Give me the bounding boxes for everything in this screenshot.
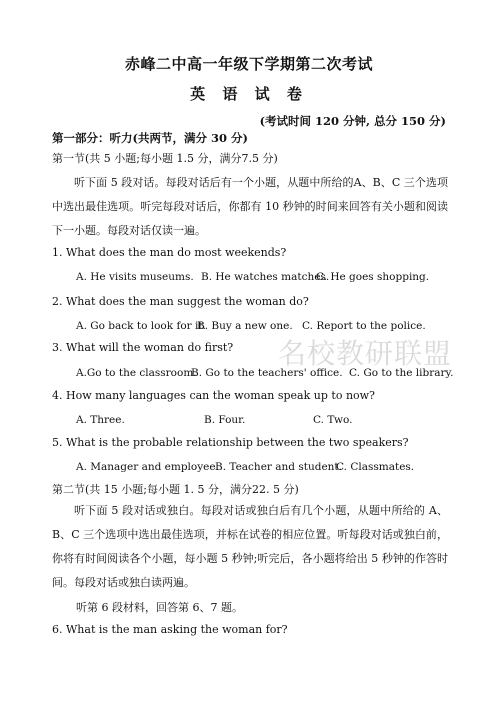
question-1-stem: 1. What does the man do most weekends? — [52, 246, 287, 259]
question-2-option-c: C. Report to the police. — [302, 320, 426, 332]
question-4-option-c: C. Two. — [313, 414, 353, 426]
section2-heading: 第二节(共 15 小题;每小题 1. 5 分，满分22. 5 分) — [52, 483, 299, 496]
question-5-option-b: B. Teacher and student. — [215, 461, 342, 473]
question-3-option-b: B. Go to the teachers' office. — [191, 367, 343, 379]
exam-subtitle: 英 语 试 卷 — [190, 85, 308, 103]
question-1-option-c: C. He goes shopping. — [316, 271, 430, 283]
question-5-stem: 5. What is the probable relationship between the two speakers? — [52, 436, 409, 449]
question-1-option-b: B. He watches matches. — [201, 271, 330, 283]
question-6-stem: 6. What is the man asking the woman for? — [52, 623, 288, 636]
question-3-stem: 3. What will the woman do first? — [52, 341, 234, 354]
question-4-option-a: A. Three. — [76, 414, 125, 426]
question-2-stem: 2. What does the man suggest the woman do? — [52, 295, 309, 308]
question-2-option-b: B. Buy a new one. — [197, 320, 293, 332]
exam-title: 赤峰二中高一年级下学期第二次考试 — [124, 55, 373, 73]
section1-heading: 第一节(共 5 小题;每小题 1.5 分，满分7.5 分) — [52, 152, 278, 165]
question-4-option-b: B. Four. — [204, 414, 246, 426]
section2-instructions: 听下面 5 段对话或独白。每段对话或独白后有几个小题，从题中所给的 A、B、C 三个选项中选出最佳选项，并标在试卷的相应位置。听每段对话或独白前，你将有时间阅读各个小题，每小题 5 秒钟;听完后，各小题将给出 5 秒钟的作答时间。每段对话或独白读两遍。 — [52, 504, 448, 589]
question-1-option-a: A. He visits museums. — [76, 271, 194, 283]
question-5-option-a: A. Manager and employee. — [76, 461, 219, 473]
watermark: 名校教研联盟 — [278, 337, 453, 370]
material-note: 听第 6 段材料，回答第 6、7 题。 — [76, 601, 243, 614]
section1-instructions: 听下面 5 段对话。每段对话后有一个小题，从题中所给的A、B、C 三个选项中选出最佳选项。听完每段对话后，你都有 10 秒钟的时间来回答有关小题和阅读下一小题。每段对话仅读一遍。 — [52, 176, 448, 237]
question-3-option-a: A.Go to the classroom. — [76, 367, 197, 379]
question-3-option-c: C. Go to the library. — [349, 367, 454, 379]
question-5-option-c: C. Classmates. — [336, 461, 415, 473]
part1-heading: 第一部分：听力(共两节，满分 30 分) — [52, 131, 248, 145]
question-2-option-a: A. Go back to look for it. — [76, 320, 206, 332]
question-4-stem: 4. How many languages can the woman speak up to now? — [52, 389, 375, 402]
exam-time-info: (考试时间 120 分钟, 总分 150 分) — [259, 114, 446, 128]
